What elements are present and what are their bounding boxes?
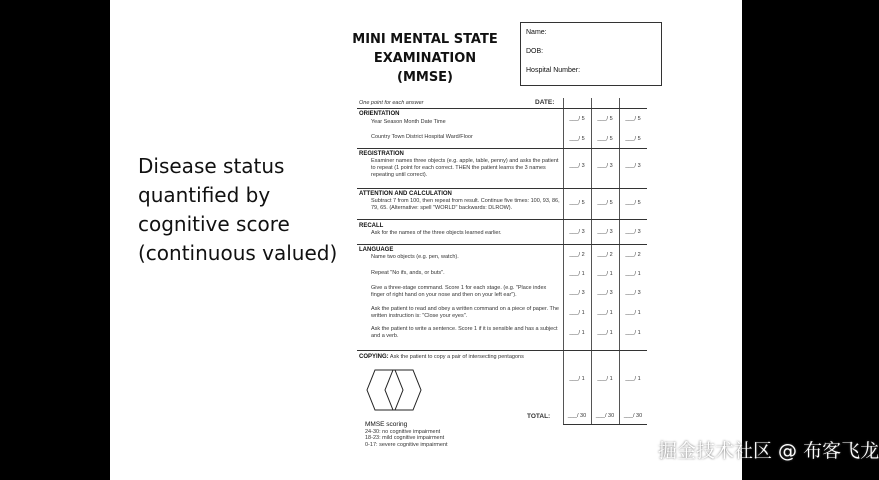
total-score-cell[interactable]: ___/ 30 xyxy=(623,413,643,419)
row-divider xyxy=(357,350,647,351)
date-label: DATE: xyxy=(535,99,555,106)
score-cell[interactable]: ___/ 2 xyxy=(569,252,585,258)
scoring-line: 18-23: mild cognitive impairment xyxy=(365,435,445,441)
score-cell[interactable]: ___/ 3 xyxy=(569,229,585,235)
column-divider xyxy=(619,98,620,424)
section-text: Repeat "No ifs, ands, or buts". xyxy=(371,270,445,276)
score-cell[interactable]: ___/ 5 xyxy=(597,116,613,122)
score-cell[interactable]: ___/ 5 xyxy=(597,136,613,142)
section-title: ATTENTION AND CALCULATION xyxy=(359,191,452,197)
dob-label: DOB: xyxy=(526,48,544,55)
score-cell[interactable]: ___/ 1 xyxy=(625,271,641,277)
form-title-line: MINI MENTAL STATE xyxy=(352,32,498,47)
row-divider xyxy=(357,188,647,189)
intersecting-pentagons-figure xyxy=(363,368,427,412)
total-score-cell[interactable]: ___/ 30 xyxy=(567,413,587,419)
score-cell[interactable]: ___/ 1 xyxy=(625,330,641,336)
section-text: Country Town District Hospital Ward/Floor xyxy=(371,134,473,140)
section-text: Year Season Month Date Time xyxy=(371,119,446,125)
section-attention xyxy=(359,191,559,212)
name-label: Name: xyxy=(526,29,547,36)
score-cell[interactable]: ___/ 1 xyxy=(597,330,613,336)
caption-line: (continuous valued) xyxy=(138,241,338,265)
form-title-line: EXAMINATION xyxy=(373,51,477,66)
patient-info-box xyxy=(520,22,662,86)
score-cell[interactable]: ___/ 3 xyxy=(597,229,613,235)
column-divider xyxy=(591,98,592,424)
form-title xyxy=(345,30,505,87)
row-divider xyxy=(563,424,647,425)
row-divider xyxy=(357,108,647,109)
score-cell[interactable]: ___/ 3 xyxy=(569,163,585,169)
slide-caption xyxy=(138,152,353,268)
scoring-title: MMSE scoring xyxy=(365,421,408,428)
score-cell[interactable]: ___/ 3 xyxy=(597,163,613,169)
row-divider xyxy=(357,244,647,245)
score-cell[interactable]: ___/ 5 xyxy=(569,136,585,142)
score-cell[interactable]: ___/ 1 xyxy=(569,310,585,316)
section-title: LANGUAGE xyxy=(359,247,394,253)
caption-line: quantified by xyxy=(138,183,271,207)
column-divider xyxy=(563,98,564,424)
caption-line: Disease status xyxy=(138,154,285,178)
section-title: COPYING: xyxy=(359,354,389,360)
section-text: Ask for the names of the three objects learned earlier. xyxy=(371,230,502,236)
score-cell[interactable]: ___/ 5 xyxy=(569,116,585,122)
section-text: Ask the patient to read and obey a written command on a piece of paper. The written instruction is: "Close your eyes". xyxy=(371,306,559,319)
score-cell[interactable]: ___/ 5 xyxy=(625,136,641,142)
score-cell[interactable]: ___/ 3 xyxy=(625,163,641,169)
score-cell[interactable]: ___/ 1 xyxy=(569,330,585,336)
section-copying xyxy=(359,354,564,361)
section-title: RECALL xyxy=(359,223,384,229)
slide xyxy=(110,0,879,480)
section-title: ORIENTATION xyxy=(359,111,400,117)
score-cell[interactable]: ___/ 5 xyxy=(625,200,641,206)
total-label: TOTAL: xyxy=(527,413,551,420)
scoring-line: 0-17: severe cognitive impairment xyxy=(365,441,448,448)
score-cell[interactable]: ___/ 1 xyxy=(597,271,613,277)
score-cell[interactable]: ___/ 2 xyxy=(597,252,613,258)
score-cell[interactable]: ___/ 1 xyxy=(597,376,613,382)
one-point-note: One point for each answer xyxy=(359,100,424,106)
score-cell[interactable]: ___/ 5 xyxy=(597,200,613,206)
total-score-cell[interactable]: ___/ 30 xyxy=(595,413,615,419)
caption-line: cognitive score xyxy=(138,212,290,236)
section-orientation xyxy=(359,111,559,141)
score-cell[interactable]: ___/ 1 xyxy=(625,310,641,316)
score-cell[interactable]: ___/ 5 xyxy=(569,200,585,206)
row-divider xyxy=(357,219,647,220)
mmse-scoring-legend xyxy=(365,422,448,448)
score-cell[interactable]: ___/ 5 xyxy=(625,116,641,122)
score-cell[interactable]: ___/ 1 xyxy=(625,376,641,382)
score-cell[interactable]: ___/ 3 xyxy=(625,229,641,235)
watermark: 掘金技术社区 @ 布客飞龙 xyxy=(658,440,879,462)
form-title-line: (MMSE) xyxy=(397,70,453,85)
section-title: REGISTRATION xyxy=(359,151,404,157)
section-text: Ask the patient to write a sentence. Score 1 if it is sensible and has a subject and a verb. xyxy=(371,326,558,339)
score-cell[interactable]: ___/ 1 xyxy=(569,271,585,277)
score-cell[interactable]: ___/ 3 xyxy=(569,290,585,296)
score-cell[interactable]: ___/ 3 xyxy=(625,290,641,296)
section-text: Give a three-stage command. Score 1 for each stage. (e.g. "Place index finger of right hand on your nose and then on your left ear"). xyxy=(371,285,547,298)
section-registration xyxy=(359,151,559,179)
scoring-line: 24-30: no cognitive impairment xyxy=(365,428,441,435)
section-language xyxy=(359,247,559,340)
section-recall xyxy=(359,223,559,237)
score-cell[interactable]: ___/ 3 xyxy=(597,290,613,296)
score-cell[interactable]: ___/ 1 xyxy=(597,310,613,316)
section-text: Ask the patient to copy a pair of intersecting pentagons xyxy=(389,354,524,360)
score-cell[interactable]: ___/ 1 xyxy=(569,376,585,382)
row-divider xyxy=(357,148,647,149)
section-text: Examiner names three objects (e.g. apple, table, penny) and asks the patient to repeat (1 point for each correct. THEN the patient learns the 3 names repeating until correct). xyxy=(371,158,559,178)
mmse-sheet xyxy=(357,96,647,456)
section-text: Name two objects (e.g. pen, watch). xyxy=(371,254,459,260)
hospital-number-label: Hospital Number: xyxy=(526,67,581,74)
score-cell[interactable]: ___/ 2 xyxy=(625,252,641,258)
section-text: Subtract 7 from 100, then repeat from result. Continue five times: 100, 93, 86, 79, 65. (Alternative: spell "WORLD" backwards: DLROW). xyxy=(371,198,560,211)
